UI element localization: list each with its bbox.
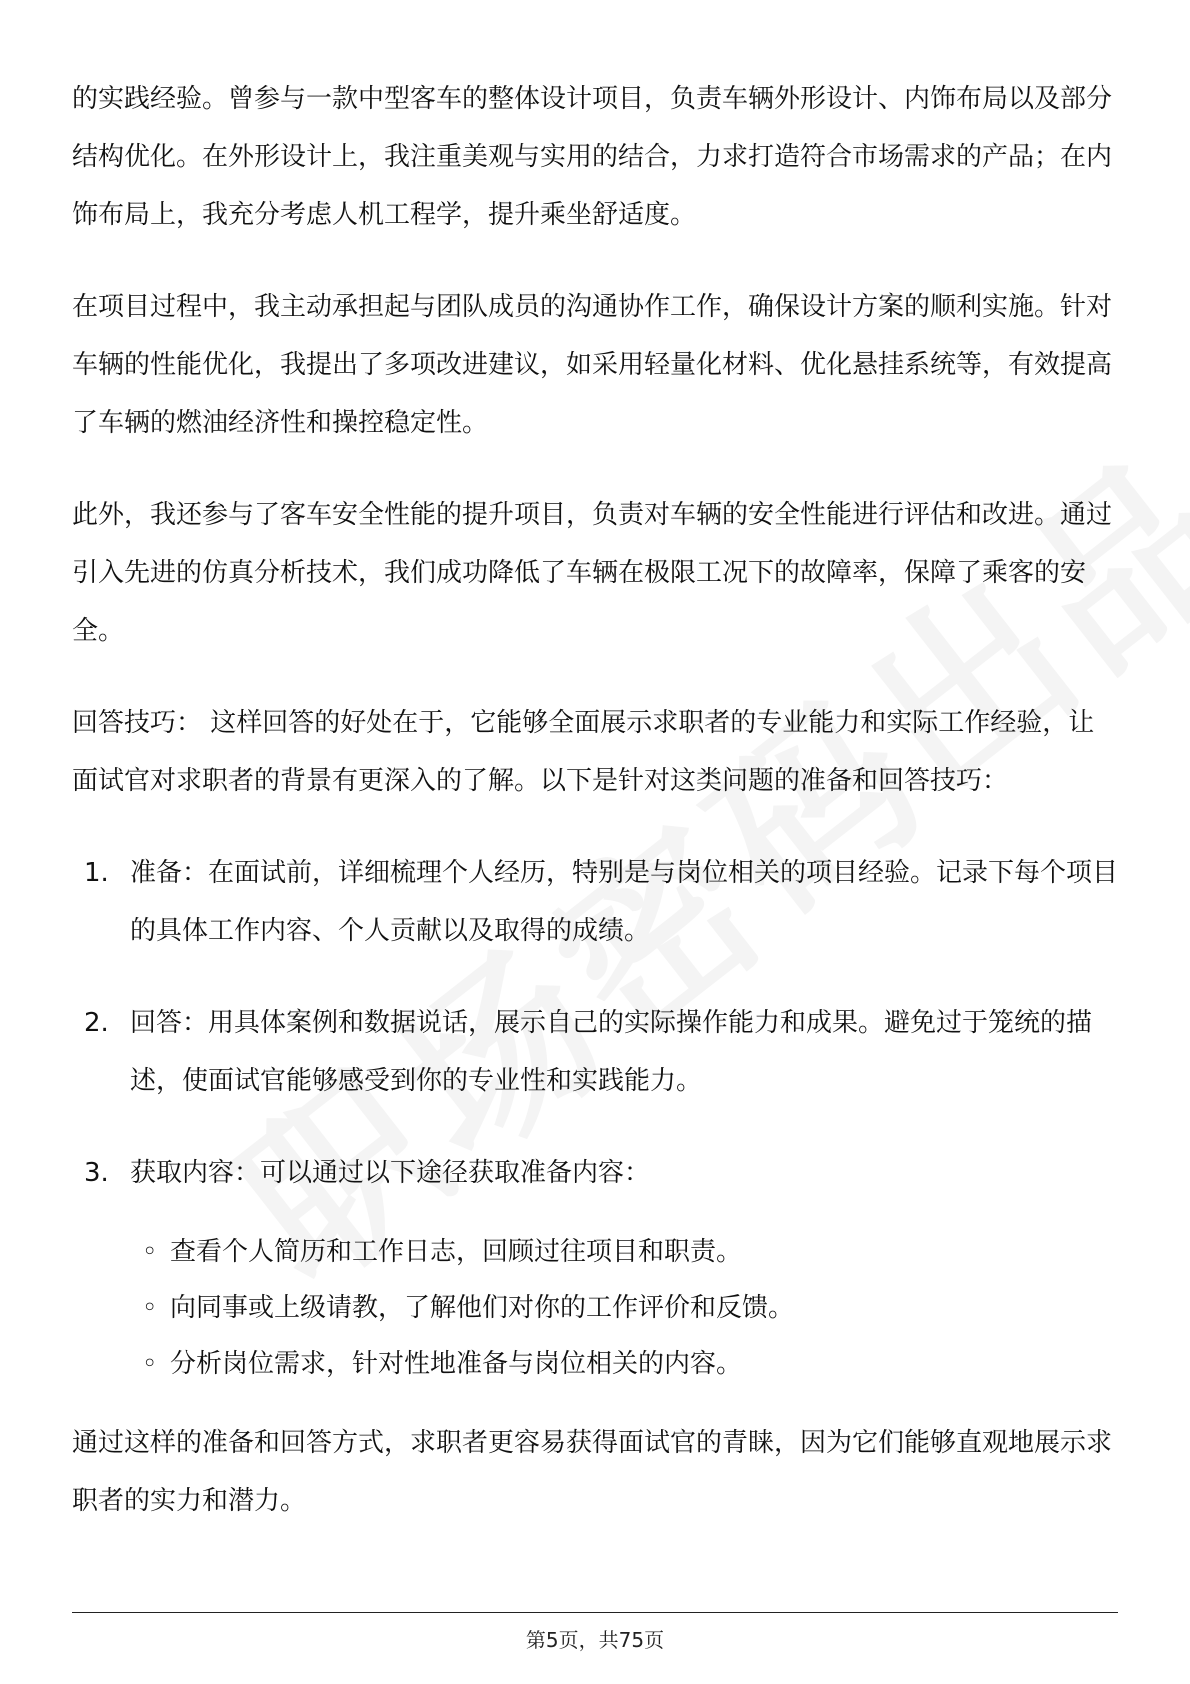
list-number: 1. — [84, 858, 109, 888]
closing-paragraph: 通过这样的准备和回答方式，求职者更容易获得面试官的青睐，因为它们能够直观地展示求职者的实力和潜力。 — [72, 1428, 1113, 1516]
bullet-icon: ◦ — [142, 1293, 158, 1323]
bullet-icon: ◦ — [142, 1237, 158, 1267]
bullet-text: 查看个人简历和工作日志，回顾过往项目和职责。 — [170, 1237, 743, 1267]
list-item — [72, 844, 1118, 960]
numbered-list — [72, 844, 1118, 1202]
bullet-item — [142, 1336, 1118, 1392]
page-number: 第5页，共75页 — [525, 1628, 665, 1652]
list-item — [72, 994, 1118, 1110]
bullet-text: 向同事或上级请教，了解他们对你的工作评价和反馈。 — [170, 1293, 795, 1323]
list-number: 3. — [84, 1158, 109, 1188]
list-item — [72, 1144, 1118, 1202]
paragraph: 的实践经验。曾参与一款中型客车的整体设计项目，负责车辆外形设计、内饰布局以及部分结构优化。在外形设计上，我注重美观与实用的结合，力求打造符合市场需求的产品；在内饰布局上，我充分考虑人机工程学，提升乘坐舒适度。 — [72, 84, 1113, 230]
bullet-item — [142, 1224, 1118, 1280]
footer-divider — [72, 1612, 1118, 1613]
list-text: 准备：在面试前，详细梳理个人经历，特别是与岗位相关的项目经验。记录下每个项目的具体工作内容、个人贡献以及取得的成绩。 — [130, 858, 1119, 946]
paragraph: 此外，我还参与了客车安全性能的提升项目，负责对车辆的安全性能进行评估和改进。通过引入先进的仿真分析技术，我们成功降低了车辆在极限工况下的故障率，保障了乘客的安全。 — [72, 500, 1113, 646]
list-text: 获取内容：可以通过以下途径获取准备内容： — [130, 1158, 651, 1188]
bullet-item — [142, 1280, 1118, 1336]
list-text: 回答：用具体案例和数据说话，展示自己的实际操作能力和成果。避免过于笼统的描述，使面试官能够感受到你的专业性和实践能力。 — [130, 1008, 1093, 1096]
paragraph: 回答技巧： 这样回答的好处在于，它能够全面展示求职者的专业能力和实际工作经验，让面试官对求职者的背景有更深入的了解。以下是针对这类问题的准备和回答技巧： — [72, 708, 1095, 796]
list-number: 2. — [84, 1008, 109, 1038]
bullet-list — [142, 1224, 1118, 1392]
bullet-icon: ◦ — [142, 1349, 158, 1379]
document-body — [72, 70, 1118, 1564]
bullet-text: 分析岗位需求，针对性地准备与岗位相关的内容。 — [170, 1349, 743, 1379]
paragraph: 在项目过程中，我主动承担起与团队成员的沟通协作工作，确保设计方案的顺利实施。针对车辆的性能优化，我提出了多项改进建议，如采用轻量化材料、优化悬挂系统等，有效提高了车辆的燃油经济性和操控稳定性。 — [72, 292, 1113, 438]
